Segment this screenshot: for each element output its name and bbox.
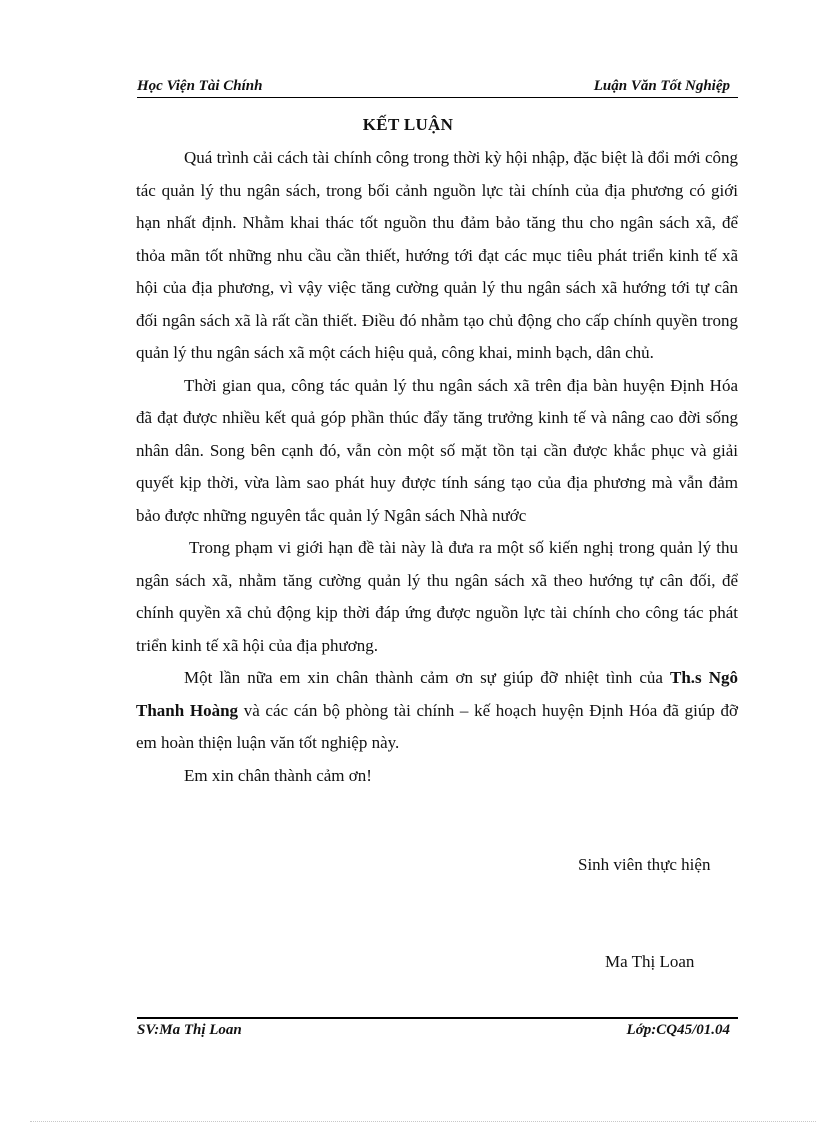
page-edge-dotted-line (30, 1121, 816, 1122)
header-institution: Học Viện Tài Chính (137, 78, 263, 94)
paragraph-1: Quá trình cải cách tài chính công trong thời kỳ hội nhập, đặc biệt là đổi mới công tác quản lý thu ngân sách, trong bối cảnh nguồn lực tài chính của địa phương có giới hạn nhất định. Nhằm khai thác tốt nguồn thu đảm bảo tăng thu cho ngân sách xã, để thỏa mãn tốt những nhu cầu cần thiết, hướng tới đạt các mục tiêu phát triển kinh tế xã hội của địa phương, vì vậy việc tăng cường quản lý thu ngân sách xã hướng tới tự cân đối ngân sách xã là rất cần thiết. Điều đó nhằm tạo chủ động cho cấp chính quyền trong quản lý thu ngân sách xã một cách hiệu quả, công khai, minh bạch, dân chủ. (136, 148, 738, 362)
paragraph-3: Trong phạm vi giới hạn đề tài này là đưa ra một số kiến nghị trong quản lý thu ngân sách xã, nhằm tăng cường quản lý thu ngân sách xã theo hướng tự cân đối, để chính quyền xã chủ động kịp thời đáp ứng được nguồn lực tài chính cho công tác phát triển kinh tế xã hội của địa phương. (136, 538, 738, 655)
page-title: KẾT LUẬN (362, 115, 454, 134)
advisor-name: Th.s Ngô Thanh Hoàng (136, 668, 739, 720)
footer-student: SV:Ma Thị Loan (137, 1022, 242, 1038)
thanks-text-after: và các cán bộ phòng tài chính – kế hoạch huyện Định Hóa đã giúp đỡ em hoàn thiện luận văn tốt nghiệp này. (136, 700, 738, 752)
body-text (136, 142, 738, 792)
closing-line: Em xin chân thành cảm ơn! (184, 765, 372, 785)
paragraph-thanks (136, 662, 738, 760)
header-divider (137, 97, 738, 98)
footer-divider (137, 1017, 738, 1019)
signature-name: Ma Thị Loan (605, 952, 695, 971)
paragraph-2: Thời gian qua, công tác quản lý thu ngân sách xã trên địa bàn huyện Định Hóa đã đạt được nhiều kết quả góp phần thúc đẩy tăng trưởng kinh tế và nâng cao đời sống nhân dân. Song bên cạnh đó, vẫn còn một số mặt tồn tại cần được khắc phục và giải quyết kịp thời, vừa làm sao phát huy được tính sáng tạo của địa phương mà vẫn đảm bảo được những nguyên tắc quản lý Ngân sách Nhà nước (136, 375, 738, 525)
signature-label: Sinh viên thực hiện (578, 855, 711, 874)
header-document-type: Luận Văn Tốt Nghiệp (593, 78, 730, 94)
thanks-text-before: Một lần nữa em xin chân thành cảm ơn sự giúp đỡ nhiệt tình của (184, 668, 671, 687)
footer-class: Lớp:CQ45/01.04 (626, 1022, 730, 1038)
